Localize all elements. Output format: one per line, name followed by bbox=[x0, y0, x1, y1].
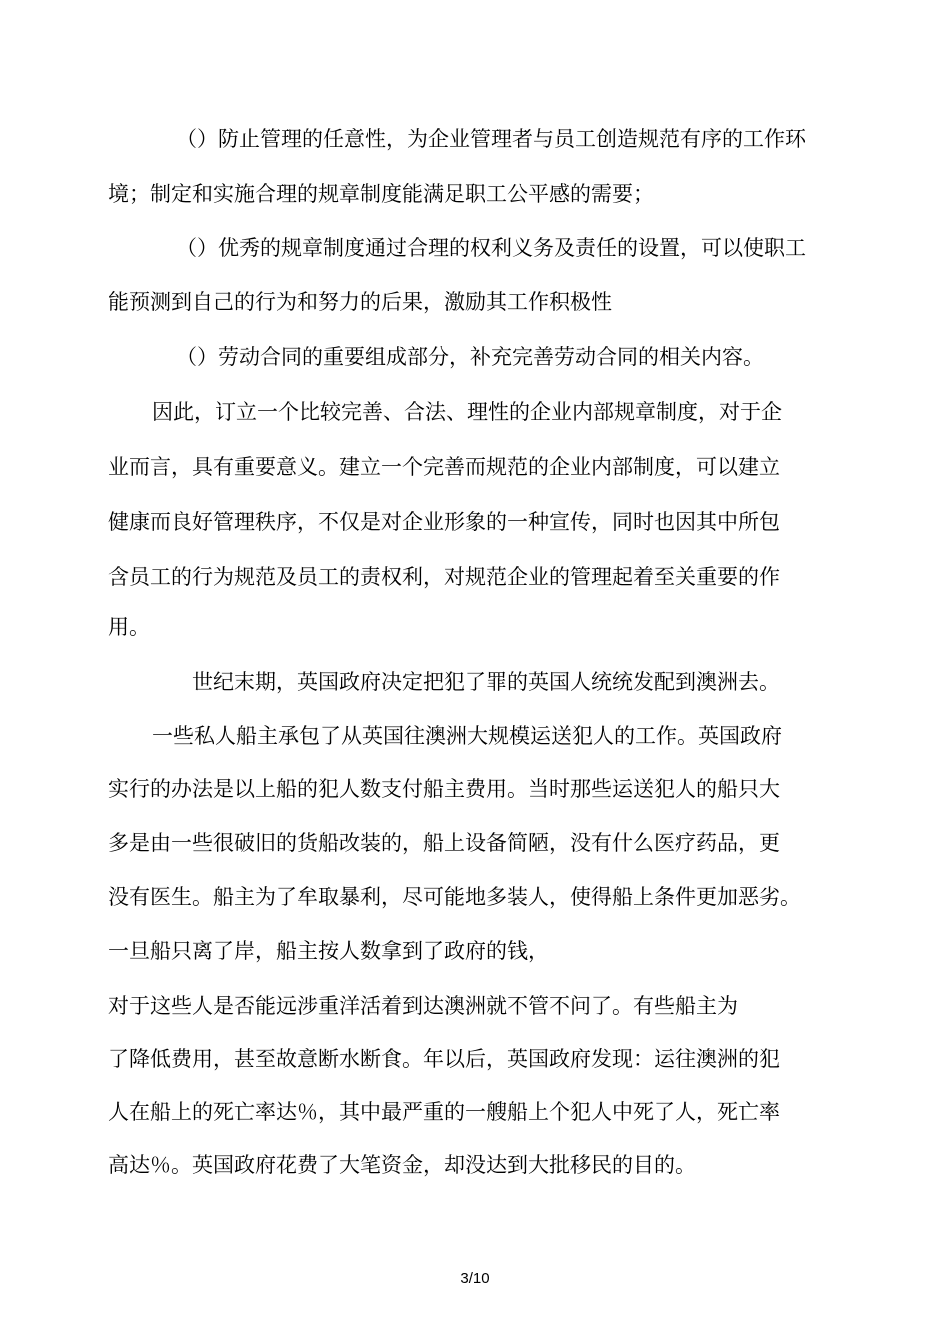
paragraph-4-line-1: 因此，订立一个比较完善、合法、理性的企业内部规章制度，对于企 bbox=[152, 400, 782, 424]
paragraph-4-line-3: 健康而良好管理秩序，不仅是对企业形象的一种宣传，同时也因其中所包 bbox=[108, 510, 780, 534]
paragraph-2-line-2: 能预测到自己的行为和努力的后果，激励其工作积极性 bbox=[108, 290, 612, 314]
paragraph-6-line-3: 多是由一些很破旧的货船改装的，船上设备简陋，没有什么医疗药品，更 bbox=[108, 831, 780, 855]
paragraph-3-line-1: （）劳动合同的重要组成部分，补充完善劳动合同的相关内容。 bbox=[176, 345, 764, 369]
paragraph-6-line-9: 高达％。英国政府花费了大笔资金，却没达到大批移民的目的。 bbox=[108, 1153, 696, 1177]
paragraph-4-line-2: 业而言，具有重要意义。建立一个完善而规范的企业内部制度，可以建立 bbox=[108, 455, 780, 479]
paragraph-6-line-1: 一些私人船主承包了从英国往澳洲大规模运送犯人的工作。英国政府 bbox=[152, 724, 782, 748]
paragraph-4-line-4: 含员工的行为规范及员工的责权利，对规范企业的管理起着至关重要的作 bbox=[108, 565, 780, 589]
paragraph-5-line-1: 世纪末期，英国政府决定把犯了罪的英国人统统发配到澳洲去。 bbox=[192, 670, 780, 694]
page-number: 3/10 bbox=[460, 1270, 490, 1287]
paragraph-6-line-5: 一旦船只离了岸，船主按人数拿到了政府的钱， bbox=[108, 939, 549, 963]
paragraph-6-line-8: 人在船上的死亡率达％，其中最严重的一艘船上个犯人中死了人，死亡率 bbox=[108, 1100, 780, 1124]
paragraph-6-line-7: 了降低费用，甚至故意断水断食。年以后，英国政府发现：运往澳洲的犯 bbox=[108, 1047, 780, 1071]
paragraph-2-line-1: （）优秀的规章制度通过合理的权利义务及责任的设置，可以使职工 bbox=[176, 236, 806, 260]
paragraph-6-line-2: 实行的办法是以上船的犯人数支付船主费用。当时那些运送犯人的船只大 bbox=[108, 777, 780, 801]
paragraph-1-line-2: 境；制定和实施合理的规章制度能满足职工公平感的需要； bbox=[108, 182, 654, 206]
paragraph-6-line-6: 对于这些人是否能远涉重洋活着到达澳洲就不管不问了。有些船主为 bbox=[108, 994, 738, 1018]
paragraph-6-line-4: 没有医生。船主为了牟取暴利，尽可能地多装人，使得船上条件更加恶劣。 bbox=[108, 885, 801, 909]
paragraph-4-line-5: 用。 bbox=[108, 615, 150, 639]
paragraph-1-line-1: （）防止管理的任意性，为企业管理者与员工创造规范有序的工作环 bbox=[176, 127, 806, 151]
